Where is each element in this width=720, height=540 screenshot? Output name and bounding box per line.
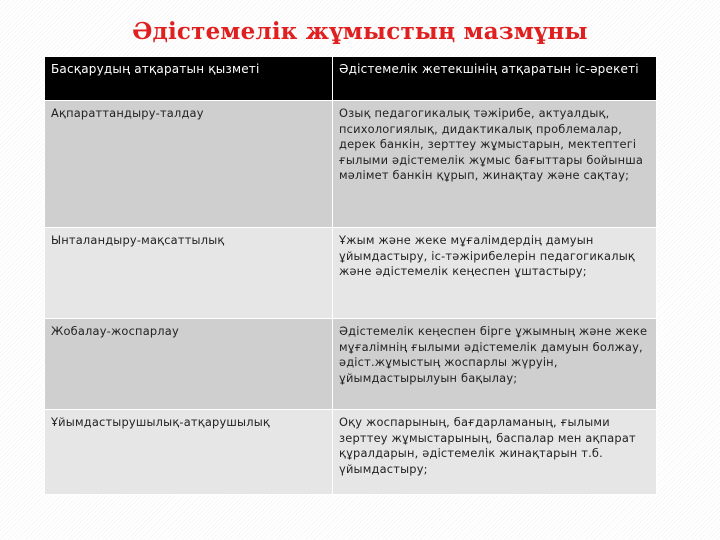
table-row xyxy=(45,228,657,319)
header-activity: Әдістемелік жетекшінің атқаратын іс-әрекеті xyxy=(333,57,657,101)
cell-function: Ынталандыру-мақсаттылық xyxy=(45,228,333,319)
cell-function: Жобалау-жоспарлау xyxy=(45,319,333,410)
cell-function: Ұйымдастырушылық-атқарушылық xyxy=(45,410,333,495)
cell-activity: Озық педагогикалық тәжірибе, актуалдық, психологиялық, дидактикалық проблемалар, дерек банкін, зерттеу жұмыстарын, мектептегі ғылыми әдістемелік жұмыс бағыттары бойынша мәлімет банкін құрып, жинақтау және сақтау; xyxy=(333,101,657,228)
table-header-row xyxy=(45,57,657,101)
content-table xyxy=(44,56,657,495)
table-row xyxy=(45,319,657,410)
header-function: Басқарудың атқаратын қызметі xyxy=(45,57,333,101)
cell-activity: Оқу жоспарының, бағдарламаның, ғылыми зерттеу жұмыстарының, баспалар мен ақпарат құралдарын, әдістемелік жинақтарын т.б. үйымдастыру; xyxy=(333,410,657,495)
cell-activity: Ұжым және жеке мұғалімдердің дамуын ұйымдастыру, іс-тәжірибелерін педагогикалық және әдістемелік кеңеспен ұштастыру; xyxy=(333,228,657,319)
table-row xyxy=(45,101,657,228)
table-row xyxy=(45,410,657,495)
slide-title: Әдістемелік жұмыстың мазмұны xyxy=(132,18,588,45)
cell-function: Ақпараттандыру-талдау xyxy=(45,101,333,228)
cell-activity: Әдістемелік кеңеспен бірге ұжымның және жеке мұғалімнің ғылыми әдістемелік дамуын болжау, әдіст.жұмыстың жоспарлы жүруін, ұйымдастырылуын бақылау; xyxy=(333,319,657,410)
